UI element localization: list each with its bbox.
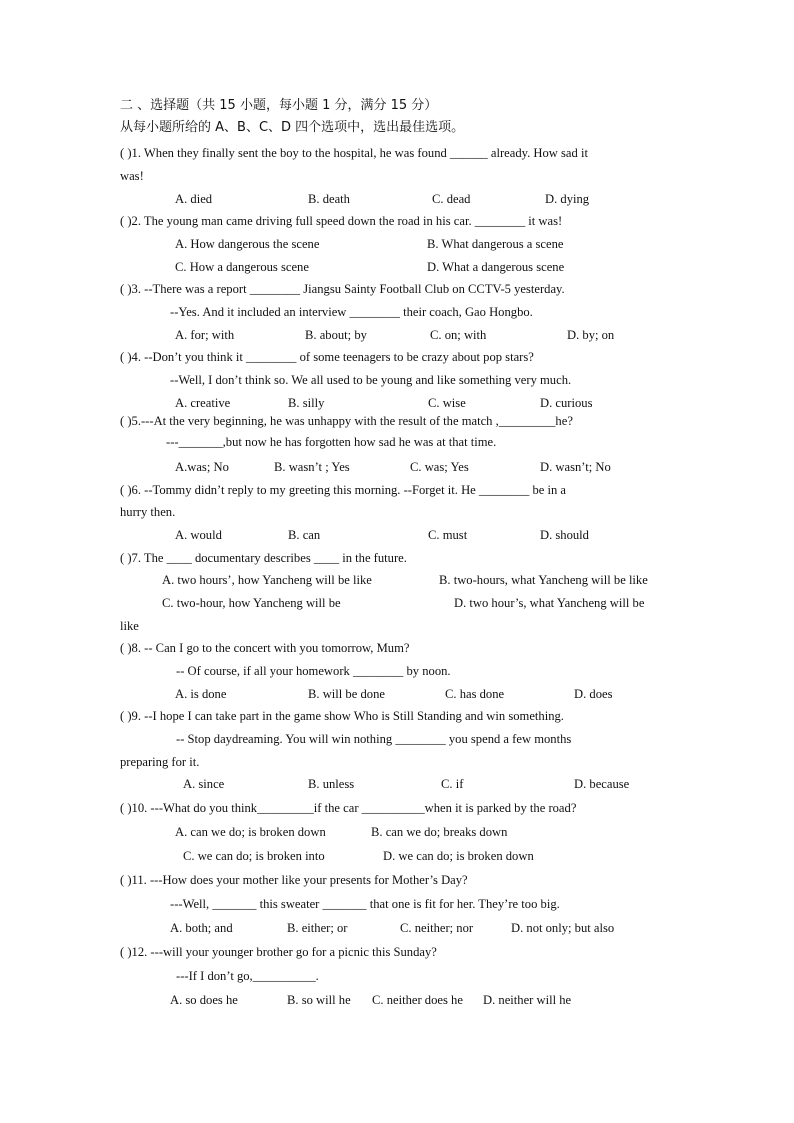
question-9-option-c: C. if xyxy=(441,777,464,791)
question-2-option-c: C. How a dangerous scene xyxy=(175,260,309,274)
question-8-option-b: B. will be done xyxy=(308,687,385,701)
question-12-option-d: D. neither will he xyxy=(483,993,572,1007)
question-7-stem-wrap: like xyxy=(120,619,139,633)
question-11-option-c: C. neither; nor xyxy=(400,921,474,935)
question-3-option-b: B. about; by xyxy=(305,328,367,342)
section-heading: 二 、选择题（共 15 小题，每小题 1 分，满分 15 分） xyxy=(120,98,438,113)
question-10-option-d: D. we can do; is broken down xyxy=(383,849,534,863)
question-2-stem: ( )2. The young man came driving full speed down the road in his car. ________ it was! xyxy=(120,214,563,228)
question-6-option-c: C. must xyxy=(428,528,468,542)
question-4-stem-cont: --Well, I don’t think so. We all used to be young and like something very much. xyxy=(170,373,572,387)
question-3-stem-cont: --Yes. And it included an interview ________ their coach, Gao Hongbo. xyxy=(170,305,533,319)
question-6-option-b: B. can xyxy=(288,528,321,542)
question-9-stem: ( )9. --I hope I can take part in the game show Who is Still Standing and win something. xyxy=(120,709,564,723)
question-1-option-b: B. death xyxy=(308,192,350,206)
question-1-option-d: D. dying xyxy=(545,192,590,206)
question-5-option-b: B. wasn’t ; Yes xyxy=(274,460,350,474)
question-7-stem: ( )7. The ____ documentary describes ____ in the future. xyxy=(120,551,407,565)
question-6-option-a: A. would xyxy=(175,528,222,542)
question-8-option-c: C. has done xyxy=(445,687,505,701)
question-1-option-c: C. dead xyxy=(432,192,471,206)
question-9-stem-cont: -- Stop daydreaming. You will win nothing ________ you spend a few months xyxy=(176,732,572,746)
question-12-option-b: B. so will he xyxy=(287,993,351,1007)
question-12-stem: ( )12. ---will your younger brother go for a picnic this Sunday? xyxy=(120,945,437,959)
question-3-option-d: D. by; on xyxy=(567,328,615,342)
question-10-option-b: B. can we do; breaks down xyxy=(371,825,508,839)
question-6-stem-cont: hurry then. xyxy=(120,505,176,519)
question-2-option-a: A. How dangerous the scene xyxy=(175,237,320,251)
section-instruction: 从每小题所给的 A、B、C、D 四个选项中，选出最佳选项。 xyxy=(120,120,465,135)
question-1-stem: ( )1. When they finally sent the boy to the hospital, he was found ______ already. How sad it xyxy=(120,146,588,160)
question-10-stem: ( )10. ---What do you think_________if the car __________when it is parked by the road? xyxy=(120,801,577,815)
question-7-option-a: A. two hours’, how Yancheng will be like xyxy=(162,573,372,587)
question-5-option-a: A.was; No xyxy=(175,460,229,474)
question-5-option-d: D. wasn’t; No xyxy=(540,460,611,474)
question-10-option-c: C. we can do; is broken into xyxy=(183,849,325,863)
question-12-option-a: A. so does he xyxy=(170,993,238,1007)
question-6-stem: ( )6. --Tommy didn’t reply to my greeting this morning. --Forget it. He ________ be in a xyxy=(120,483,567,497)
question-11-option-b: B. either; or xyxy=(287,921,348,935)
question-5-stem: ( )5.---At the very beginning, he was unhappy with the result of the match ,_________he? xyxy=(120,414,573,428)
question-8-option-d: D. does xyxy=(574,687,613,701)
question-9-option-a: A. since xyxy=(183,777,225,791)
question-9-stem-cont2: preparing for it. xyxy=(120,755,200,769)
question-9-option-d: D. because xyxy=(574,777,630,791)
question-3-stem: ( )3. --There was a report ________ Jiangsu Sainty Football Club on CCTV-5 yesterday. xyxy=(120,282,565,296)
question-2-option-b: B. What dangerous a scene xyxy=(427,237,564,251)
question-11-option-a: A. both; and xyxy=(170,921,233,935)
question-11-stem: ( )11. ---How does your mother like your presents for Mother’s Day? xyxy=(120,873,468,887)
question-1-stem-cont: was! xyxy=(120,169,144,183)
question-5-stem-cont: ---_______,but now he has forgotten how sad he was at that time. xyxy=(166,435,497,449)
question-8-stem-cont: -- Of course, if all your homework ________ by noon. xyxy=(176,664,451,678)
question-7-option-c: C. two-hour, how Yancheng will be xyxy=(162,596,341,610)
question-11-stem-cont: ---Well, _______ this sweater _______ that one is fit for her. They’re too big. xyxy=(170,897,560,911)
question-12-stem-cont: ---If I don’t go,__________. xyxy=(176,969,319,983)
question-7-option-b: B. two-hours, what Yancheng will be like xyxy=(439,573,648,587)
question-7-option-d: D. two hour’s, what Yancheng will be xyxy=(454,596,645,610)
question-4-option-b: B. silly xyxy=(288,396,325,410)
question-3-option-c: C. on; with xyxy=(430,328,487,342)
question-11-option-d: D. not only; but also xyxy=(511,921,615,935)
question-3-option-a: A. for; with xyxy=(175,328,235,342)
question-6-option-d: D. should xyxy=(540,528,589,542)
question-4-option-c: C. wise xyxy=(428,396,466,410)
question-5-option-c: C. was; Yes xyxy=(410,460,469,474)
question-8-stem: ( )8. -- Can I go to the concert with you tomorrow, Mum? xyxy=(120,641,410,655)
question-4-stem: ( )4. --Don’t you think it ________ of some teenagers to be crazy about pop stars? xyxy=(120,350,534,364)
question-4-option-d: D. curious xyxy=(540,396,593,410)
question-12-option-c: C. neither does he xyxy=(372,993,463,1007)
question-9-option-b: B. unless xyxy=(308,777,355,791)
question-2-option-d: D. What a dangerous scene xyxy=(427,260,565,274)
question-8-option-a: A. is done xyxy=(175,687,227,701)
question-1-option-a: A. died xyxy=(175,192,213,206)
question-10-option-a: A. can we do; is broken down xyxy=(175,825,326,839)
question-4-option-a: A. creative xyxy=(175,396,231,410)
